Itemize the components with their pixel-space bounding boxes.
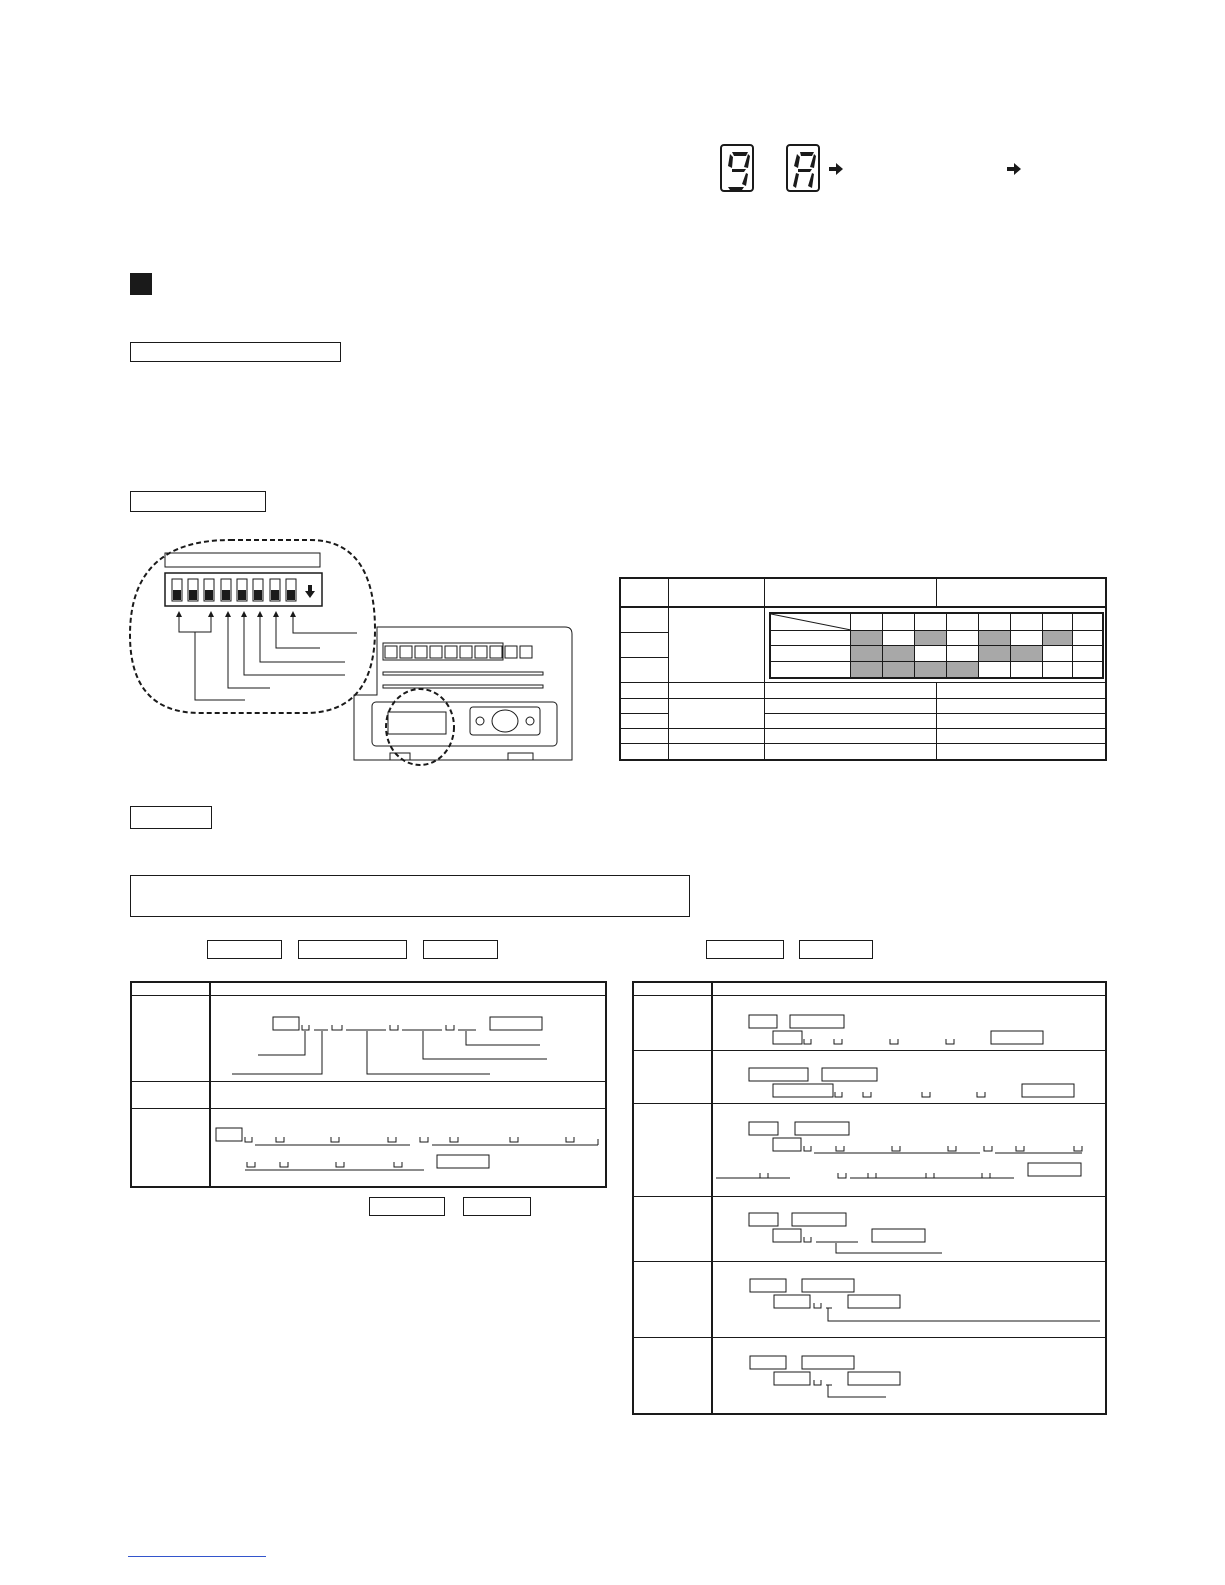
black-square-bullet-icon xyxy=(130,273,152,295)
key-box xyxy=(706,940,784,959)
subheading-box-3 xyxy=(130,806,212,829)
subheading-box-2 xyxy=(130,491,266,512)
seven-segment-digit-2 xyxy=(786,144,820,192)
command-syntax-diagram-2 xyxy=(710,995,1110,1415)
key-box xyxy=(207,940,282,959)
arrow-right-icon xyxy=(829,163,843,175)
key-box xyxy=(463,1197,531,1216)
digit-a-glyph xyxy=(788,146,822,194)
key-box xyxy=(369,1197,445,1216)
dip-switch-diagram xyxy=(125,535,585,775)
subheading-box-1 xyxy=(130,342,341,362)
command-format-box xyxy=(130,875,690,917)
switch-state-grid xyxy=(769,612,1104,679)
key-box xyxy=(799,940,873,959)
key-box xyxy=(298,940,407,959)
dip-setting-table xyxy=(619,577,1107,761)
seven-segment-digit-1 xyxy=(720,144,754,192)
command-syntax-diagram-1 xyxy=(210,995,610,1185)
arrow-right-icon xyxy=(1007,163,1021,175)
key-box xyxy=(423,940,498,959)
digit-9-glyph xyxy=(722,146,756,194)
footer-link-underline[interactable] xyxy=(128,1556,266,1557)
